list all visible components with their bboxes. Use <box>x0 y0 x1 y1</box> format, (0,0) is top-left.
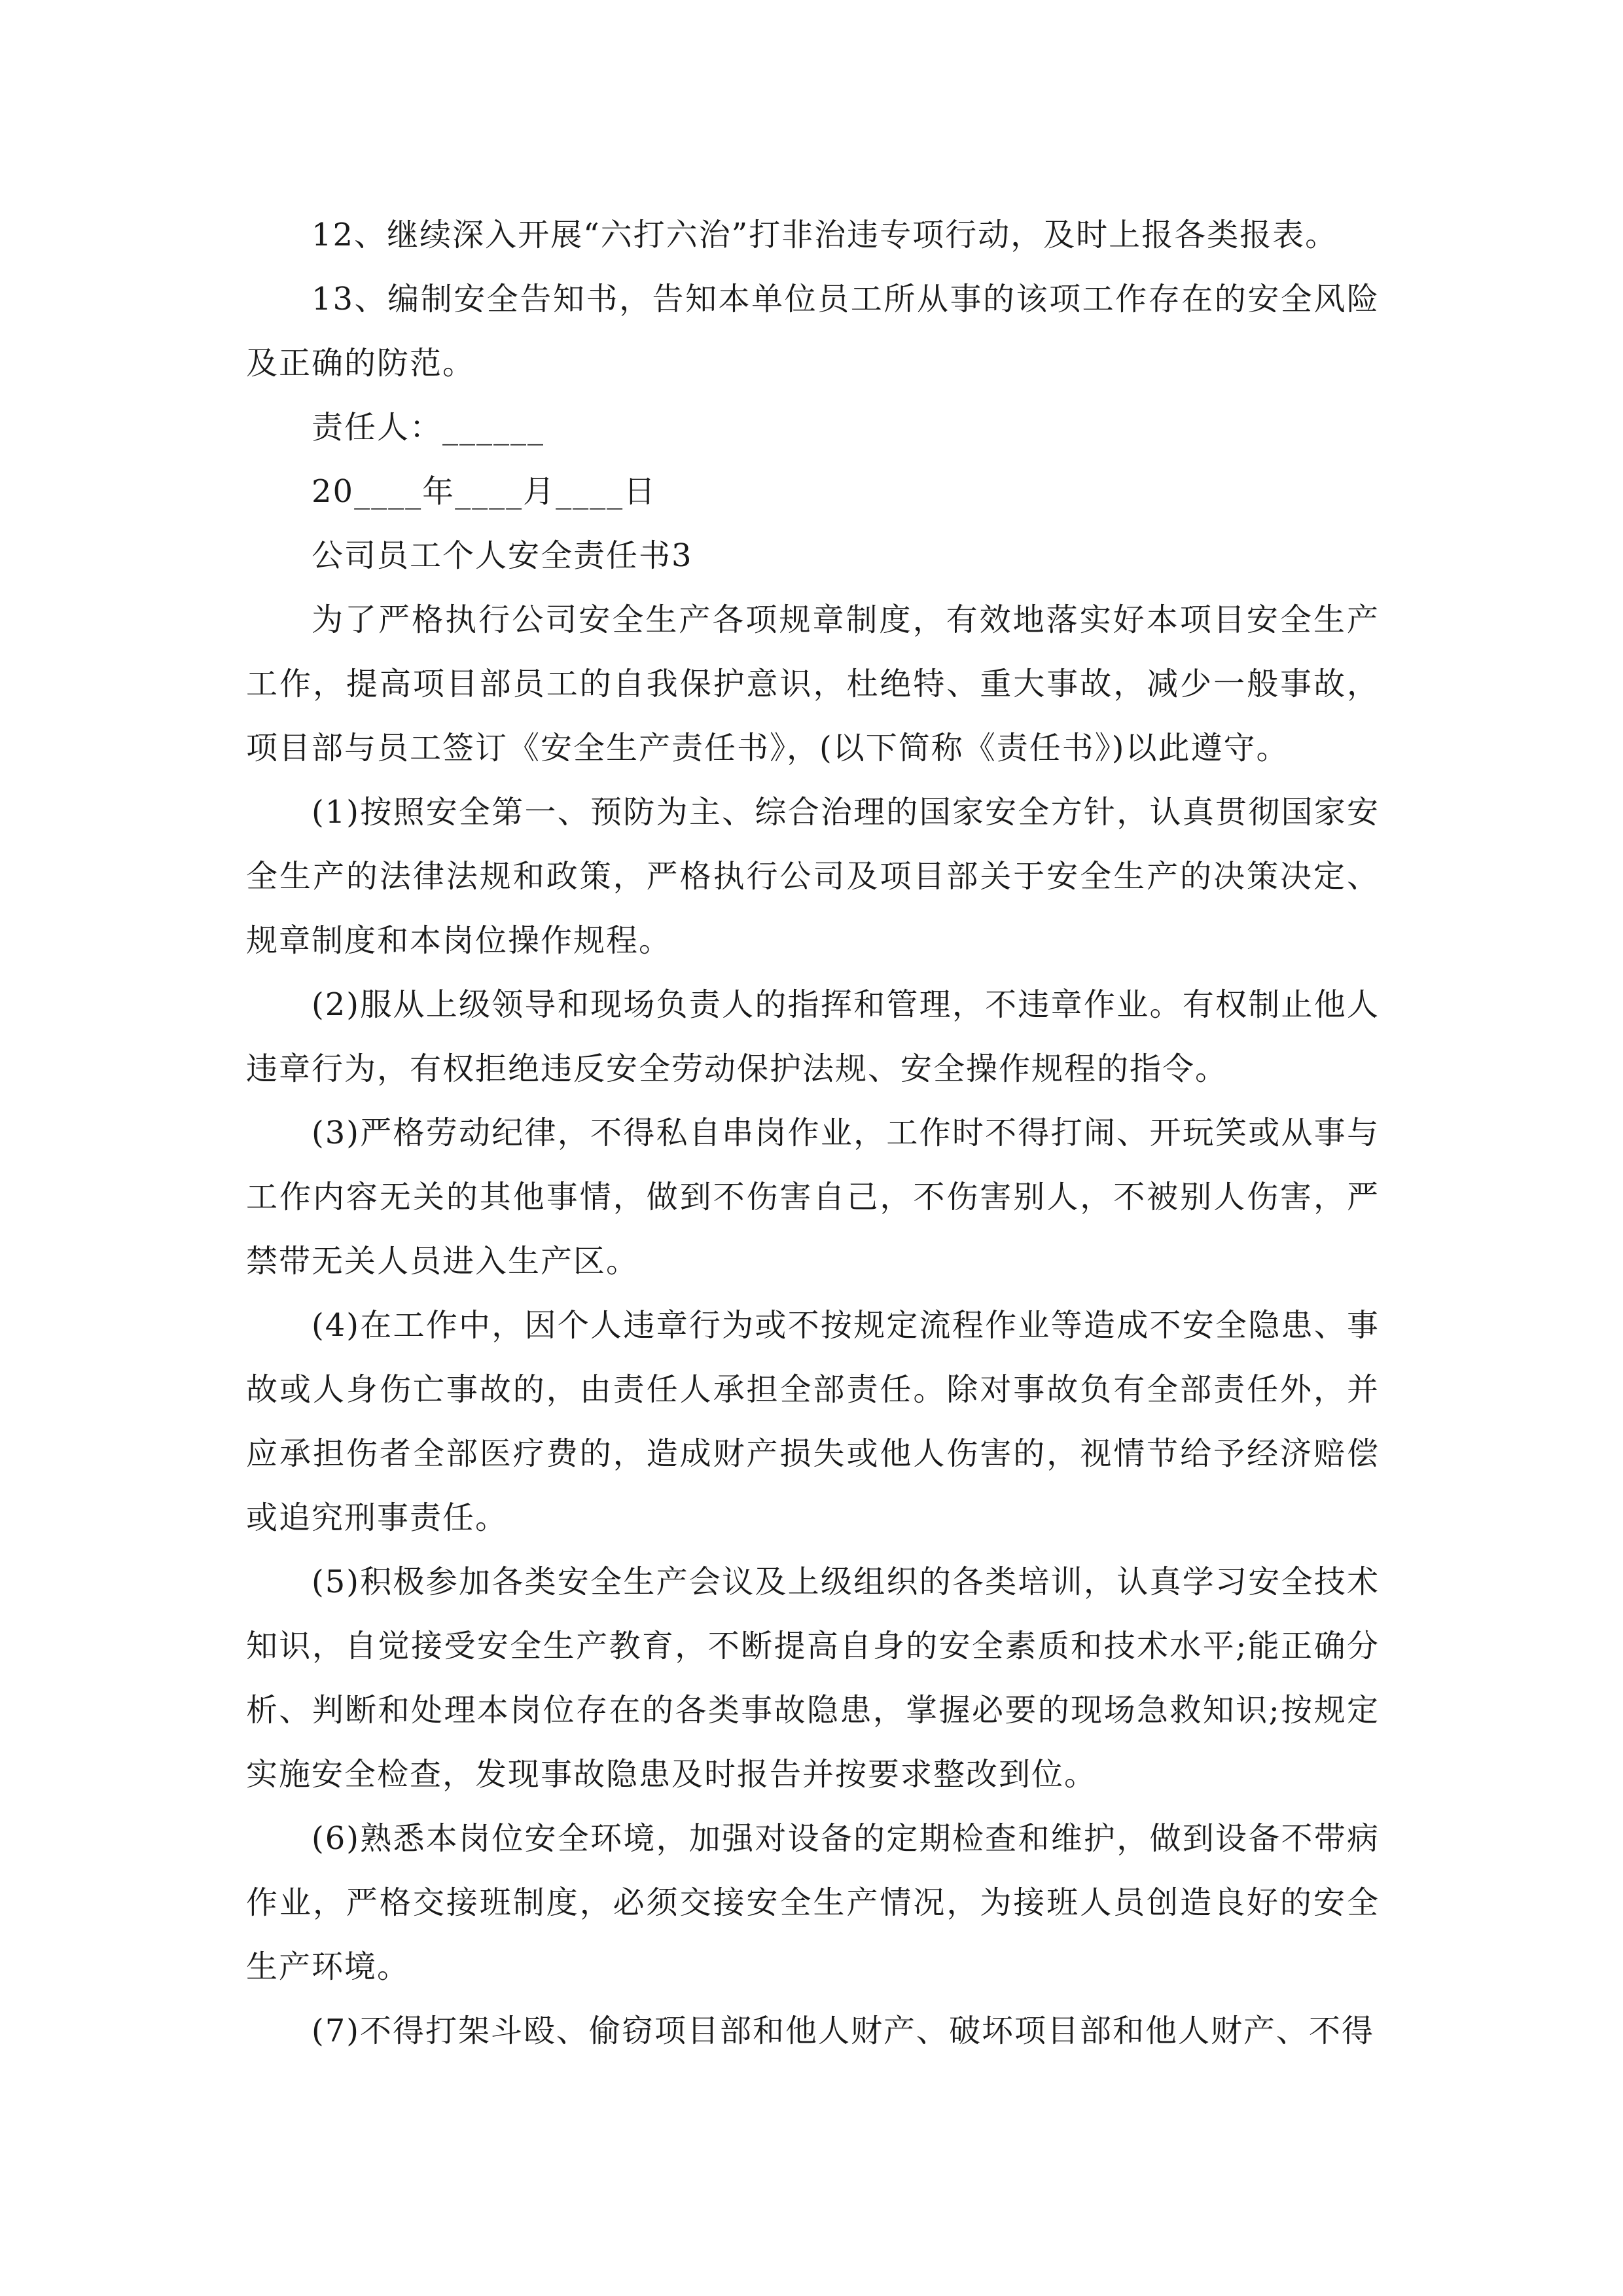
clause-6: (6)熟悉本岗位安全环境，加强对设备的定期检查和维护，做到设备不带病作业，严格交接班制度，必须交接安全生产情况，为接班人员创造良好的安全生产环境。 <box>246 1820 1380 1985</box>
responsible-person-line: 责任人：______ <box>312 409 545 446</box>
paragraph-item-13: 13、编制安全告知书，告知本单位员工所从事的该项工作存在的安全风险及正确的防范。 <box>246 281 1380 382</box>
clause-3: (3)严格劳动纪律，不得私自串岗作业，工作时不得打闹、开玩笑或从事与工作内容无关的其他事情，做到不伤害自己，不伤害别人，不被别人伤害，严禁带无关人员进入生产区。 <box>246 1115 1380 1280</box>
clause-2: (2)服从上级领导和现场负责人的指挥和管理，不违章作业。有权制止他人违章行为，有权拒绝违反安全劳动保护法规、安全操作规程的指令。 <box>246 986 1380 1087</box>
clause-1: (1)按照安全第一、预防为主、综合治理的国家安全方针，认真贯彻国家安全生产的法律法规和政策，严格执行公司及项目部关于安全生产的决策决定、规章制度和本岗位操作规程。 <box>246 794 1380 959</box>
date-line: 20____年____月____日 <box>312 473 657 510</box>
paragraph-item-12: 12、继续深入开展“六打六治”打非治违专项行动，及时上报各类报表。 <box>312 217 1338 253</box>
clause-4: (4)在工作中，因个人违章行为或不按规定流程作业等造成不安全隐患、事故或人身伤亡事故的，由责任人承担全部责任。除对事故负有全部责任外，并应承担伤者全部医疗费的，造成财产损失或他人伤害的，视情节给予经济赔偿或追究刑事责任。 <box>246 1307 1380 1536</box>
clause-7: (7)不得打架斗殴、偷窃项目部和他人财产、破坏项目部和他人财产、不得 <box>312 2013 1374 2049</box>
section-title: 公司员工个人安全责任书3 <box>312 537 693 574</box>
document-body <box>246 203 1380 2063</box>
intro-paragraph: 为了严格执行公司安全生产各项规章制度，有效地落实好本项目安全生产工作，提高项目部员工的自我保护意识，杜绝特、重大事故，减少一般事故，项目部与员工签订《安全生产责任书》，(以下简称《责任书》)以此遵守。 <box>246 601 1380 766</box>
clause-5: (5)积极参加各类安全生产会议及上级组织的各类培训，认真学习安全技术知识，自觉接受安全生产教育，不断提高自身的安全素质和技术水平;能正确分析、判断和处理本岗位存在的各类事故隐患，掌握必要的现场急救知识;按规定实施安全检查，发现事故隐患及时报告并按要求整改到位。 <box>246 1564 1380 1793</box>
